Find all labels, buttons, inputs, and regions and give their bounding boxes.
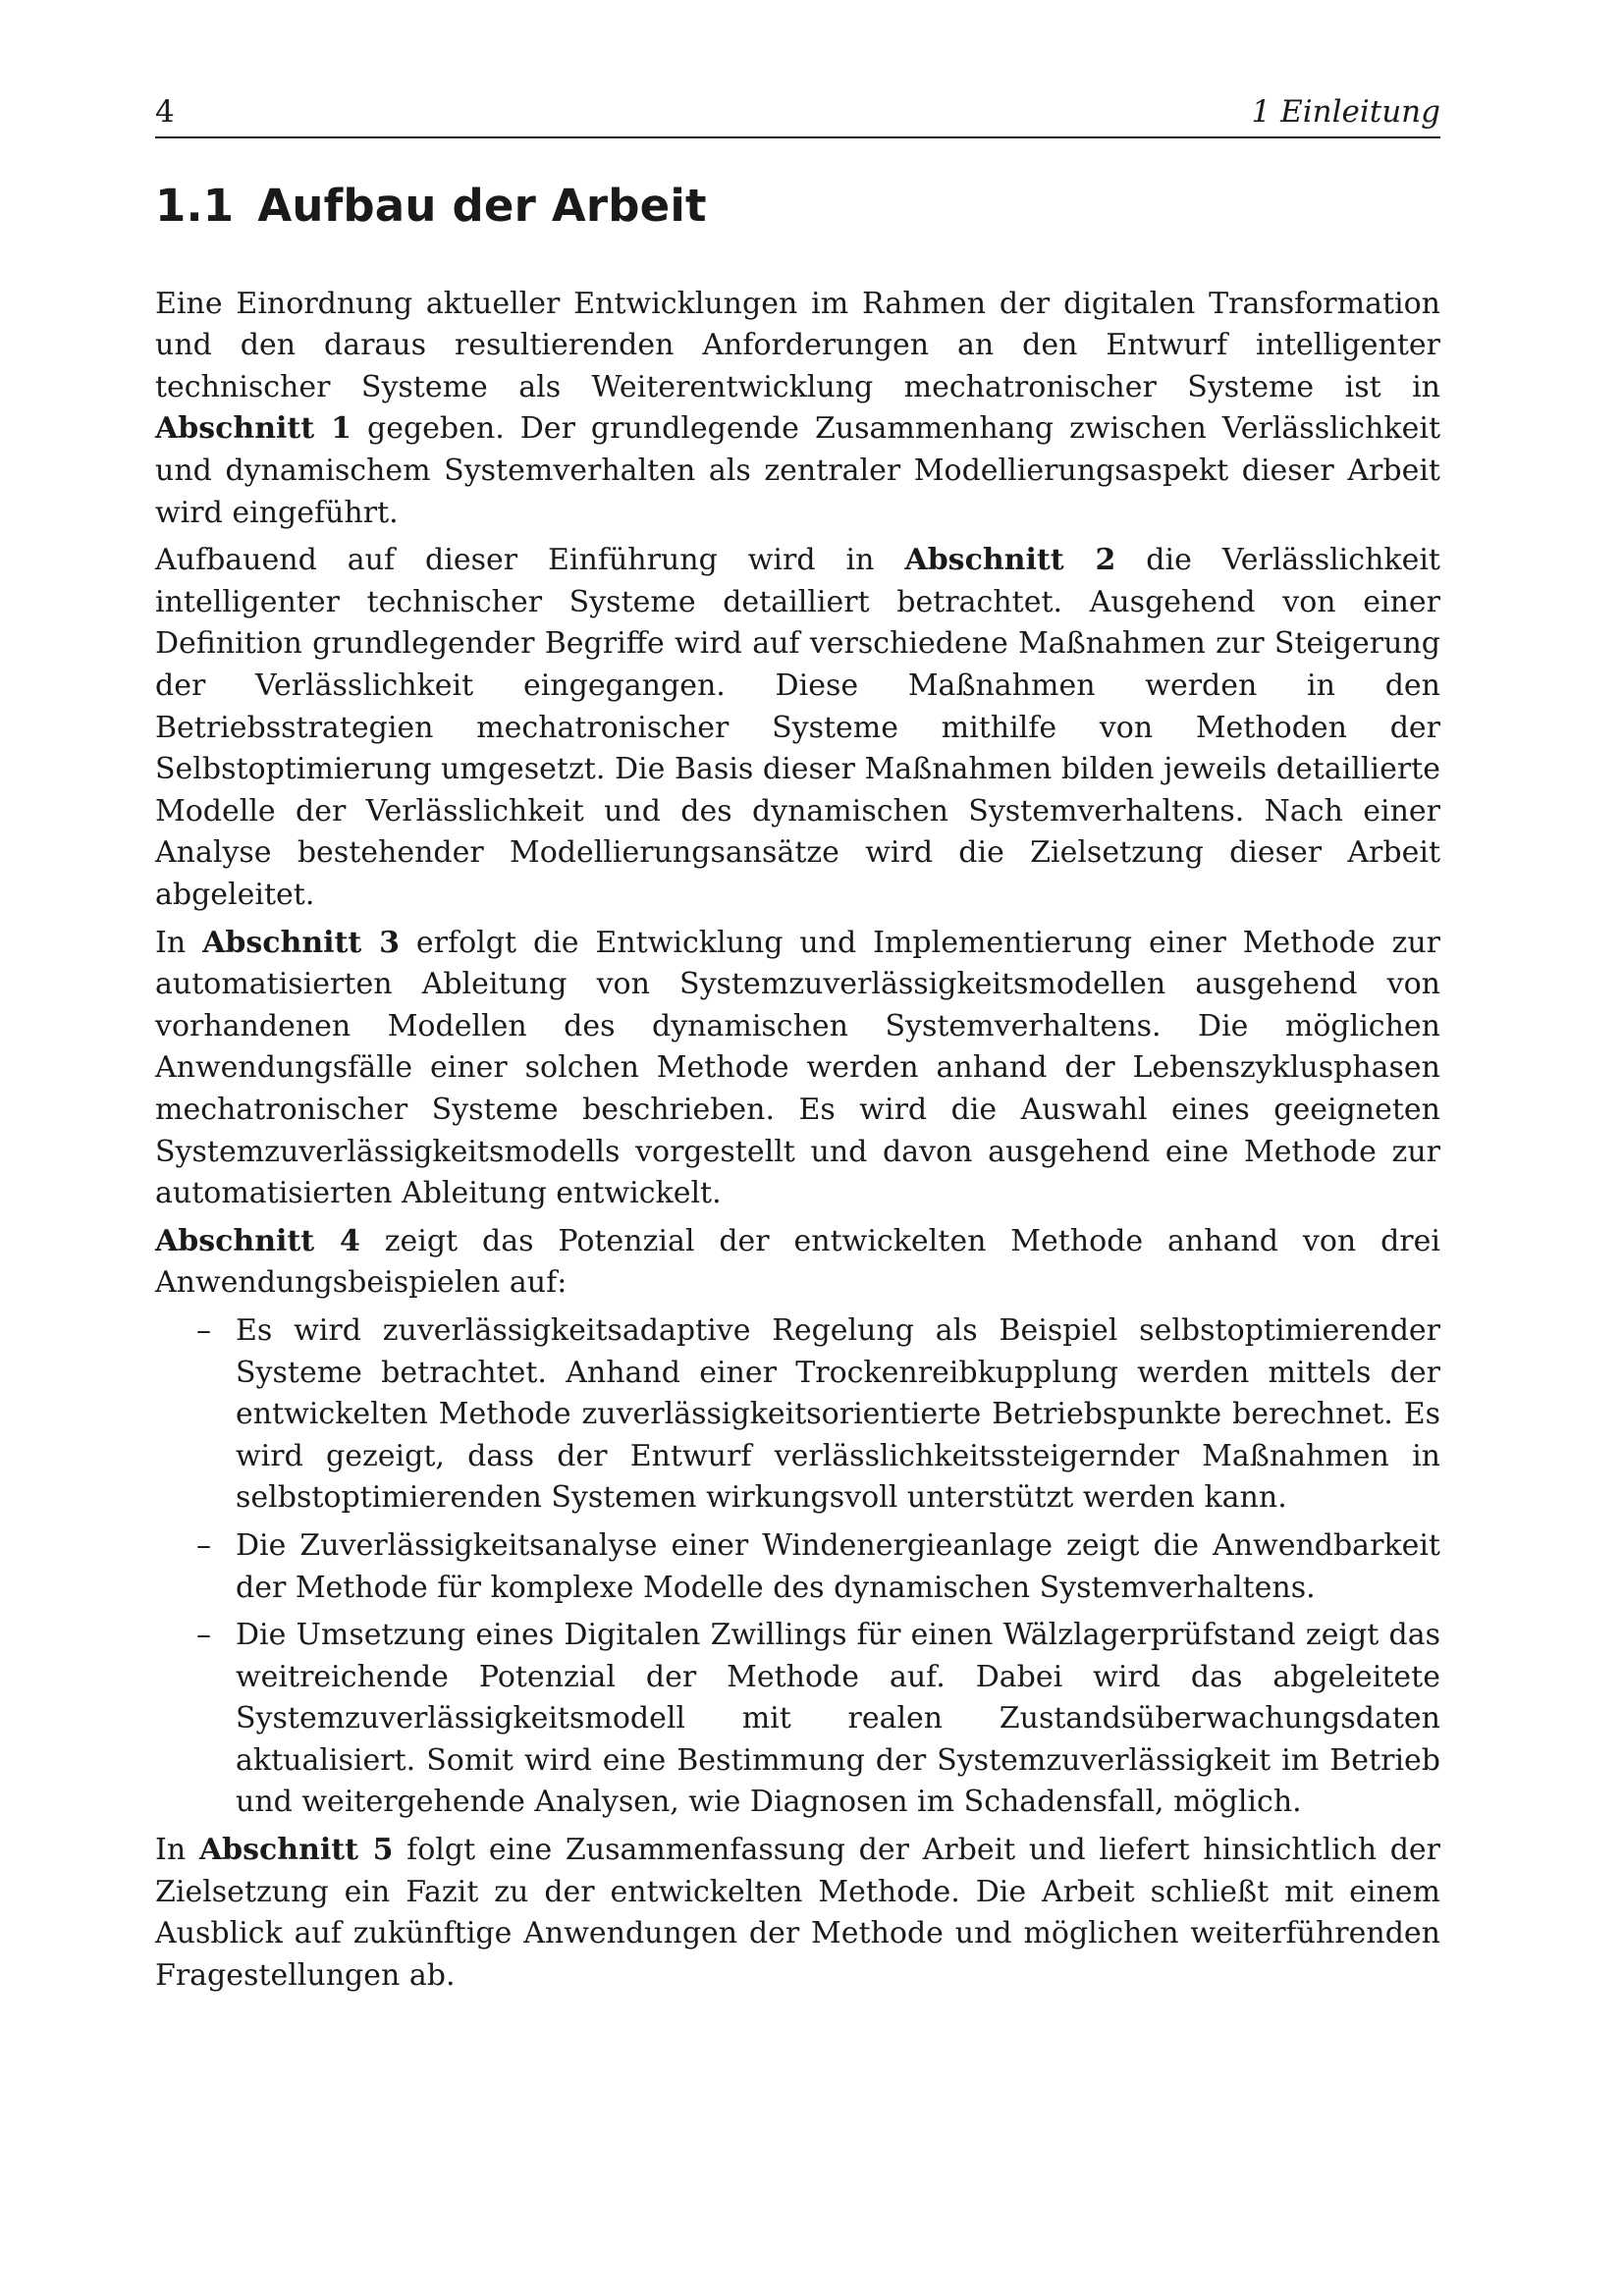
chapter-title: 1 Einleitung — [1251, 94, 1440, 130]
list-item — [196, 1615, 1440, 1824]
section-title: Aufbau der Arbeit — [257, 180, 707, 233]
list-item — [196, 1525, 1440, 1609]
paragraph-text: gegeben. Der grundlegende Zusammenhang zwischen Verlässlichkeit und dynamischem Systemverhalten als zentraler Modellierungsaspekt dieser Arbeit wird eingeführt. — [155, 411, 1440, 530]
list-item — [196, 1310, 1440, 1520]
paragraph-4 — [155, 1221, 1440, 1305]
section-heading — [155, 182, 1440, 231]
list-item-text: Die Zuverlässigkeitsanalyse einer Windenergieanlage zeigt die Anwendbarkeit der Methode für komplexe Modelle des dynamischen Systemverhaltens. — [236, 1527, 1440, 1605]
paragraph-text: die Verlässlichkeit intelligenter technischer Systeme detailliert betrachtet. Ausgehend von einer Definition grundlegender Begriffe wird auf verschiedene Maßnahmen zur Steigerung der Verlässlichkeit eingegangen. Diese Maßnahmen werden in den Betriebsstrategien mechatronischer Systeme mithilfe von Methoden der Selbstoptimierung umgesetzt. Die Basis dieser Maßnahmen bilden jeweils detaillierte Modelle der Verlässlichkeit und des dynamischen Systemverhaltens. Nach einer Analyse bestehender Modellierungsansätze wird die Zielsetzung dieser Arbeit abgeleitet. — [155, 543, 1440, 912]
paragraph-text: In — [155, 1833, 199, 1868]
paragraph-text: erfolgt die Entwicklung und Implementierung einer Methode zur automatisierten Ableitung von Systemzuverlässigkeitsmodellen ausgehend von vorhandenen Modellen des dynamischen Systemverhaltens. Die möglichen Anwendungsfälle einer solchen Methode werden anhand der Lebenszyklusphasen mechatronischer Systeme beschrieben. Es wird die Auswahl eines geeigneten Systemzuverlässigkeitsmodells vorgestellt und davon ausgehend eine Methode zur automatisierten Ableitung entwickelt. — [155, 925, 1440, 1211]
paragraph-closing — [155, 1830, 1440, 1997]
paragraph-text: In — [155, 925, 203, 960]
paragraph-2 — [155, 540, 1440, 916]
list-item-text: Es wird zuverlässigkeitsadaptive Regelung als Beispiel selbstoptimierender Systeme betrachtet. Anhand einer Trockenreibkupplung werden mittels der entwickelten Methode zuverlässigkeitsorientierte Betriebspunkte berechnet. Es wird gezeigt, dass der Entwurf verlässlichkeitssteigernder Maßnahmen in selbstoptimierenden Systemen wirkungsvoll unterstützt werden kann. — [236, 1312, 1440, 1516]
paragraph-text: Eine Einordnung aktueller Entwicklungen im Rahmen der digitalen Transformation und den daraus resultierenden Anforderungen an den Entwurf intelligenter technischer Systeme als Weiterentwicklung mechatronischer Systeme ist in — [155, 286, 1440, 404]
paragraph-3 — [155, 923, 1440, 1215]
paragraph-text: folgt eine Zusammenfassung der Arbeit und liefert hinsichtlich der Zielsetzung ein Fazit zu der entwickelten Methode. Die Arbeit schließt mit einem Ausblick auf zukünftige Anwendungen der Methode und möglichen weiterführenden Fragestellungen ab. — [155, 1833, 1440, 1993]
paragraph-1 — [155, 284, 1440, 535]
page-number: 4 — [155, 94, 175, 130]
section-reference: Abschnitt 5 — [198, 1833, 394, 1868]
dash-bullet: – — [196, 1527, 211, 1563]
running-header — [155, 94, 1440, 138]
section-reference: Abschnitt 2 — [904, 543, 1116, 578]
section-reference: Abschnitt 4 — [155, 1223, 360, 1258]
document-page — [155, 94, 1440, 2002]
section-reference: Abschnitt 1 — [155, 411, 352, 447]
dash-bullet: – — [196, 1312, 211, 1348]
dash-bullet: – — [196, 1618, 211, 1653]
section-reference: Abschnitt 3 — [202, 925, 400, 960]
list-item-text: Die Umsetzung eines Digitalen Zwillings für einen Wälzlagerprüfstand zeigt das weitreichende Potenzial der Methode auf. Dabei wird das abgeleitete Systemzuverlässigkeitsmodell mit realen Zustandsüberwachungsdaten aktualisiert. Somit wird eine Bestimmung der Systemzuverlässigkeit im Betrieb und weitergehende Analysen, wie Diagnosen im Schadensfall, möglich. — [236, 1618, 1440, 1820]
paragraph-text: Aufbauend auf dieser Einführung wird in — [155, 543, 905, 578]
paragraph-text: zeigt das Potenzial der entwickelten Methode anhand von drei Anwendungsbeispielen auf: — [155, 1223, 1440, 1301]
section-number: 1.1 — [155, 180, 235, 233]
application-examples-list — [155, 1310, 1440, 1824]
